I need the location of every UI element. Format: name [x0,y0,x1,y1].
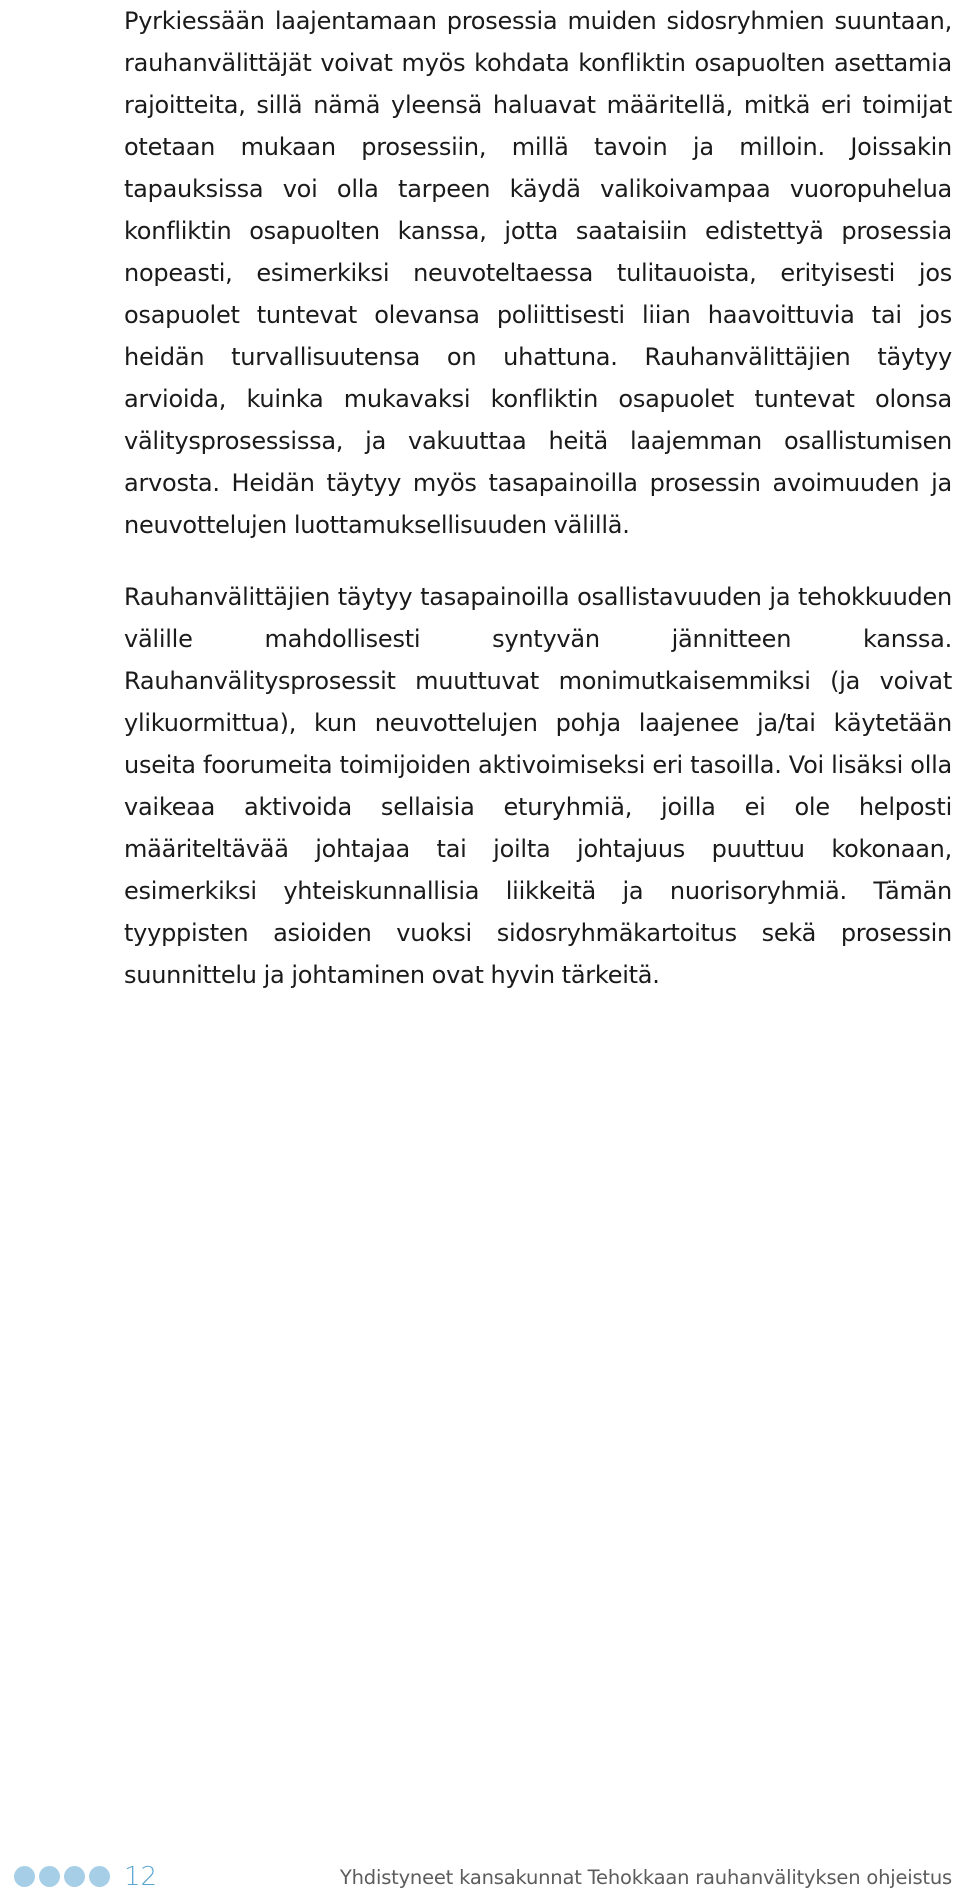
four-circles-icon [14,1866,110,1887]
circle-icon [14,1866,35,1887]
circle-icon [89,1866,110,1887]
publication-title: Yhdistyneet kansakunnat Tehokkaan rauhanvälityksen ohjeistus [339,1866,952,1889]
paragraph-2: Rauhanvälittäjien täytyy tasapainoilla osallistavuuden ja tehokkuuden välille mahdollisesti syntyvän jännitteen kanssa. Rauhanvälitysprosessit muuttuvat monimutkaisemmiksi (ja voivat ylikuormittua), kun neuvottelujen pohja laajenee ja/tai käytetään useita foorumeita toimijoiden aktivoimiseksi eri tasoilla. Voi lisäksi olla vaikeaa aktivoida sellaisia eturyhmiä, joilla ei ole helposti määriteltävää johtajaa tai joilta johtajuus puuttuu kokonaan, esimerkiksi yhteiskunnallisia liikkeitä ja nuorisoryhmiä. Tämän tyyppisten asioiden vuoksi sidosryhmäkartoitus sekä prosessin suunnittelu ja johtaminen ovat hyvin tärkeitä. [124,583,952,989]
circle-icon [64,1866,85,1887]
circle-icon [39,1866,60,1887]
paragraph-1: Pyrkiessään laajentamaan prosessia muiden sidosryhmien suuntaan, rauhanvälittäjät voivat myös kohdata konfliktin osapuolten asettamia rajoitteita, sillä nämä yleensä haluavat määritellä, mitkä eri toimijat otetaan mukaan prosessiin, millä tavoin ja milloin. Joissakin tapauksissa voi olla tarpeen käydä valikoivampaa vuoropuhelua konfliktin osapuolten kanssa, jotta saataisiin edistettyä prosessia nopeasti, esimerkiksi neuvoteltaessa tulitauoista, erityisesti jos osapuolet tuntevat olevansa poliittisesti liian haavoittuvia tai jos heidän turvallisuutensa on uhattuna. Rauhanvälittäjien täytyy arvioida, kuinka mukavaksi konfliktin osapuolet tuntevat olonsa välitysprosessissa, ja vakuuttaa heitä laajemman osallistumisen arvosta. Heidän täytyy myös tasapainoilla prosessin avoimuuden ja neuvottelujen luottamuksellisuuden välillä. [124,7,952,539]
page-footer [0,1858,960,1894]
page-number: 12 [124,1862,158,1892]
body-text [124,0,952,996]
